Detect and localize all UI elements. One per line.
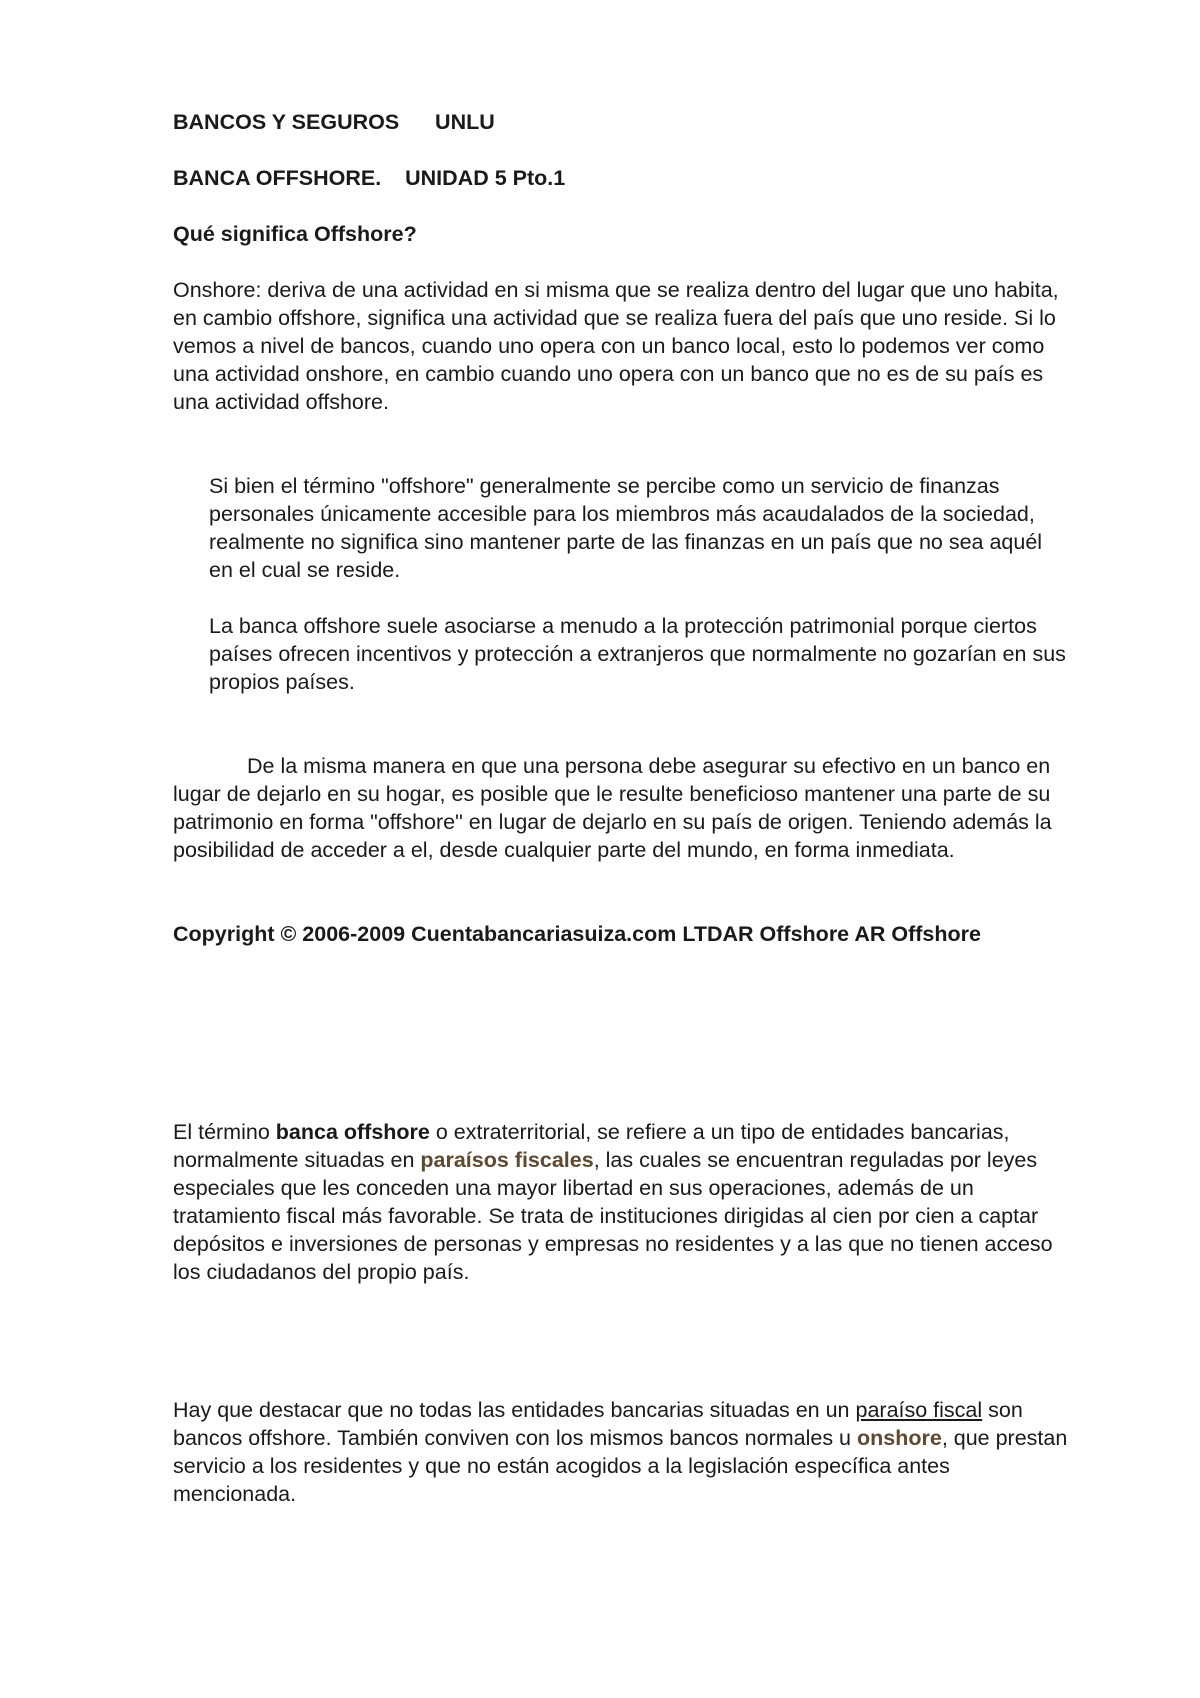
- paragraph-offshore-perception: Si bien el término "offshore" generalmente se percibe como un servicio de finanzas personales únicamente accesible para los miembros más acaudalados de la sociedad, realmente no significa sino mantener parte de las finanzas en un país que no sea aquél en el cual se reside.: [209, 474, 1043, 582]
- text-segment: o extraterritorial, se refiere a un tipo de entidades bancarias, normalmente situadas en: [173, 1120, 1010, 1172]
- paragraph-banca-offshore-definition: [173, 1118, 1073, 1286]
- paragraph-asset-protection: La banca offshore suele asociarse a menudo a la protección patrimonial porque ciertos países ofrecen incentivos y protección a extranjeros que normalmente no gozarían en sus propios países.: [209, 614, 1066, 694]
- text-segment: Hay que destacar que no todas las entidades bancarias situadas en un: [173, 1398, 856, 1422]
- unit-header: BANCA OFFSHORE. UNIDAD 5 Pto.1: [173, 166, 566, 190]
- paragraph-onshore-definition: Onshore: deriva de una actividad en si misma que se realiza dentro del lugar que uno habita, en cambio offshore, significa una actividad que se realiza fuera del país que uno reside. Si lo vemos a nivel de bancos, cuando uno opera con un banco local, esto lo podemos ver como una actividad onshore, en cambio cuando uno opera con un banco que no es de su país es una actividad offshore.: [173, 278, 1059, 414]
- text-segment: son bancos offshore. También conviven con los mismos bancos normales u: [173, 1398, 1023, 1450]
- link-paraiso-fiscal[interactable]: paraíso fiscal: [855, 1398, 983, 1422]
- link-onshore[interactable]: onshore: [856, 1426, 942, 1450]
- course-header: BANCOS Y SEGUROS UNLU: [173, 110, 495, 134]
- paragraph-onshore-banks: [173, 1396, 1073, 1508]
- term-banca-offshore: banca offshore: [275, 1120, 430, 1144]
- link-paraisos-fiscales[interactable]: paraísos fiscales: [420, 1148, 594, 1172]
- paragraph-same-way: De la misma manera en que una persona debe asegurar su efectivo en un banco en lugar de dejarlo en su hogar, es posible que le resulte beneficioso mantener una parte de su patrimonio en forma "offshore" en lugar de dejarlo en su país de origen. Teniendo además la posibilidad de acceder a el, desde cualquier parte del mundo, en forma inmediata.: [173, 754, 1052, 862]
- text-segment: El término: [173, 1120, 276, 1144]
- text-segment: , que prestan servicio a los residentes y que no están acogidos a la legislación específica antes mencionada.: [173, 1426, 1068, 1506]
- copyright-notice: Copyright © 2006-2009 Cuentabancariasuiza.com LTDAR Offshore AR Offshore: [173, 922, 981, 946]
- section-question: Qué significa Offshore?: [173, 222, 417, 246]
- text-segment: , las cuales se encuentran reguladas por leyes especiales que les conceden una mayor libertad en sus operaciones, además de un tratamiento fiscal más favorable. Se trata de instituciones dirigidas al cien por cien a captar depósitos e inversiones de personas y empresas no residentes y a las que no tienen acceso los ciudadanos del propio país.: [173, 1148, 1053, 1284]
